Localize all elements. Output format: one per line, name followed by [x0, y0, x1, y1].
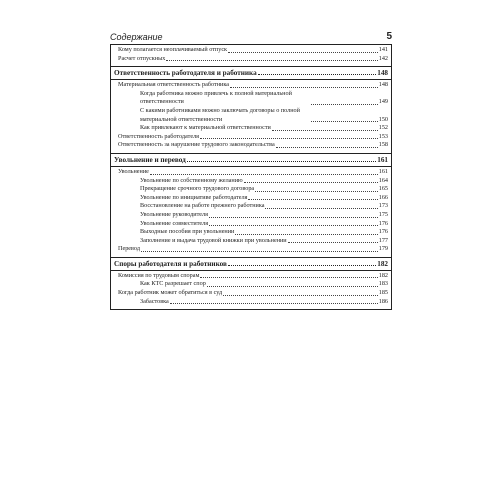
dot-leader [200, 138, 378, 139]
dot-leader [272, 130, 378, 131]
dot-leader [244, 182, 378, 183]
toc-entry[interactable] [114, 90, 388, 107]
toc-entry[interactable] [114, 107, 388, 124]
entry-title: Восстановление на работе прежнего работника [140, 202, 265, 210]
dot-leader [141, 251, 378, 252]
toc-section-items [110, 167, 392, 257]
entry-title: Как привлекают к материальной ответственности [140, 124, 271, 132]
dot-leader [209, 217, 378, 218]
entry-title: Ответственность работодателя [118, 132, 200, 140]
entry-title: Как КТС разрешает спор [140, 280, 206, 288]
toc-entry[interactable] [114, 245, 388, 254]
toc-entry[interactable] [114, 124, 388, 133]
dot-leader [255, 191, 378, 192]
toc-entry[interactable] [114, 237, 388, 246]
section-title: Увольнение и перевод [114, 155, 186, 164]
entry-title: Заполнение и выдача трудовой книжки при увольнении [140, 236, 287, 244]
toc-entry[interactable] [114, 289, 388, 298]
entry-page-number: 177 [378, 236, 388, 244]
toc-entry[interactable] [114, 202, 388, 211]
entry-page-number: 142 [378, 54, 388, 62]
entry-title: Ответственность за нарушение трудового законодательства [118, 141, 275, 149]
entry-title: Перевод [118, 245, 140, 253]
entry-title: Когда работника можно привлечь к полной материальной ответственности [140, 89, 292, 106]
toc-section-heading[interactable] [110, 257, 392, 271]
entry-page-number: 173 [378, 202, 388, 210]
dot-leader [223, 295, 378, 296]
toc-entry[interactable] [114, 298, 388, 307]
toc-section-heading[interactable] [110, 153, 392, 167]
entry-page-number: 179 [378, 245, 388, 253]
dot-leader [207, 286, 378, 287]
dot-leader [235, 234, 377, 235]
toc-section-items [110, 45, 392, 66]
toc-entry[interactable] [114, 194, 388, 203]
entry-title: Забастовка [140, 297, 169, 305]
toc-entry[interactable] [114, 228, 388, 237]
entry-page-number: 166 [378, 193, 388, 201]
entry-title: Увольнение [118, 167, 149, 175]
entry-title: Выходные пособия при увольнении [140, 228, 235, 236]
dot-leader [166, 60, 377, 61]
entry-page-number: 175 [378, 210, 388, 218]
entry-page-number: 150 [378, 115, 388, 123]
entry-page-number: 176 [378, 228, 388, 236]
entry-page-number: 148 [378, 81, 388, 89]
entry-title: Прекращение срочного трудового договора [140, 185, 255, 193]
section-title: Ответственность работодателя и работника [114, 69, 257, 78]
toc-page [110, 26, 392, 310]
entry-page-number: 176 [378, 219, 388, 227]
toc-section-items [110, 271, 392, 310]
entry-page-number: 153 [378, 132, 388, 140]
entry-title: Комиссия по трудовым спорам [118, 271, 200, 279]
dot-leader [248, 199, 377, 200]
running-title: Содержание [110, 32, 163, 42]
dot-leader [209, 225, 378, 226]
toc-entry[interactable] [114, 168, 388, 177]
dot-leader [187, 161, 376, 162]
entry-title: Расчет отпускных [118, 54, 166, 62]
entry-page-number: 182 [378, 271, 388, 279]
entry-title: Материальная ответственность работника [118, 81, 229, 89]
dot-leader [228, 52, 378, 53]
dot-leader [288, 242, 378, 243]
section-title: Споры работодателя и работников [114, 259, 227, 268]
entry-page-number: 152 [378, 124, 388, 132]
dot-leader [258, 74, 377, 75]
dot-leader [276, 147, 378, 148]
toc-entry[interactable] [114, 280, 388, 289]
entry-title: С какими работниками можно заключать договоры о полной материальной ответственности [140, 106, 300, 123]
toc-entry[interactable] [114, 46, 388, 55]
dot-leader [265, 208, 377, 209]
table-of-contents [110, 45, 392, 310]
dot-leader [150, 174, 378, 175]
toc-entry[interactable] [114, 81, 388, 90]
entry-page-number: 185 [378, 289, 388, 297]
entry-page-number: 165 [378, 185, 388, 193]
page-header [110, 26, 392, 42]
toc-entry[interactable] [114, 185, 388, 194]
dot-leader [311, 121, 378, 122]
entry-title: Увольнение руководителя [140, 210, 208, 218]
toc-entry[interactable] [114, 133, 388, 142]
entry-page-number: 164 [378, 176, 388, 184]
entry-page-number: 141 [378, 46, 388, 53]
toc-entry[interactable] [114, 220, 388, 229]
dot-leader [200, 277, 377, 278]
toc-section-heading[interactable] [110, 66, 392, 80]
dot-leader [230, 87, 378, 88]
entry-page-number: 186 [378, 297, 388, 305]
entry-title: Когда работник может обратиться в суд [118, 289, 223, 297]
page-number: 5 [386, 31, 392, 42]
dot-leader [311, 104, 378, 105]
toc-entry[interactable] [114, 211, 388, 220]
entry-title: Увольнение по инициативе работодателя [140, 193, 248, 201]
entry-title: Кому полагается неоплачиваемый отпуск [118, 46, 228, 53]
entry-page-number: 183 [378, 280, 388, 288]
entry-title: Увольнение по собственному желанию [140, 176, 243, 184]
dot-leader [170, 303, 378, 304]
entry-page-number: 149 [378, 98, 388, 106]
toc-entry[interactable] [114, 177, 388, 186]
dot-leader [228, 265, 376, 266]
toc-entry[interactable] [114, 272, 388, 281]
section-page-number: 161 [377, 155, 388, 164]
toc-entry[interactable] [114, 55, 388, 64]
entry-title: Увольнение совместителя [140, 219, 209, 227]
toc-section-items [110, 80, 392, 153]
section-page-number: 148 [377, 69, 388, 78]
toc-entry[interactable] [114, 141, 388, 150]
entry-page-number: 161 [378, 167, 388, 175]
entry-page-number: 158 [378, 141, 388, 149]
section-page-number: 182 [377, 259, 388, 268]
